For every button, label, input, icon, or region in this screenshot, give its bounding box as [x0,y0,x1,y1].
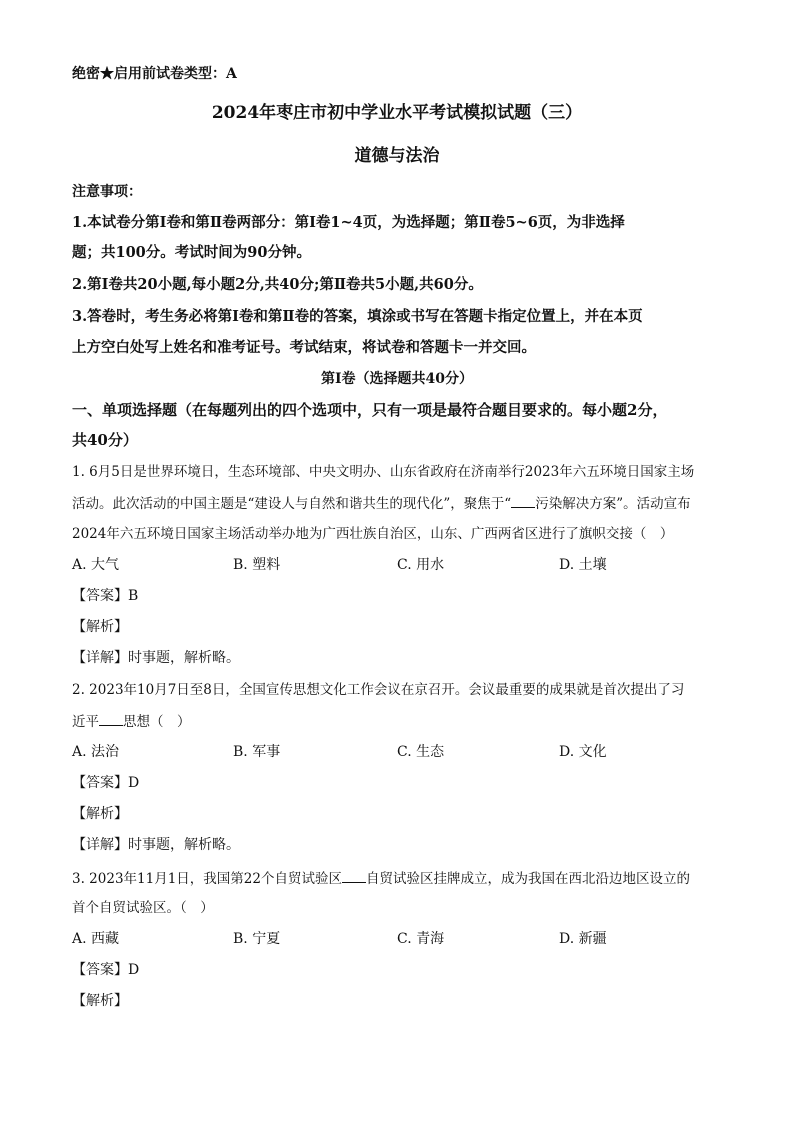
question-3-line-1-post: 自贸试验区挂牌成立，成为我国在西北沿边地区设立的 [365,871,690,887]
question-2-line-2-post: 思想（ ） [123,714,191,730]
notes-heading: 注意事项： [72,184,142,200]
question-2-line-1: 2. 2023年10月7日至8日，全国宣传思想文化工作会议在京召开。会议最重要的成果就是首次提出了习 [72,682,685,698]
note-3-line-1: 3.答卷时，考生务必将第Ⅰ卷和第Ⅱ卷的答案，填涂或书写在答题卡指定位置上，并在本页 [72,308,643,325]
fill-blank [511,493,535,508]
question-1-line-2 [72,493,691,514]
question-2-line-2-pre: 近平 [72,714,99,730]
detail-label: 【详解】时事题，解析略。 [72,650,240,666]
part-heading-line-2: 共40分） [72,431,138,449]
fill-blank [99,711,123,726]
question-3-line-2: 首个自贸试验区。（ ） [72,900,214,916]
analysis-label: 【解析】 [72,993,128,1009]
question-2-line-2 [72,711,191,732]
answer-label: 【答案】D [72,775,140,791]
option-d: D. 土壤 [559,557,607,573]
note-1-line-1: 1.本试卷分第Ⅰ卷和第Ⅱ卷两部分：第Ⅰ卷1~4页，为选择题；第Ⅱ卷5~6页，为非选择 [72,214,625,231]
answer-label: 【答案】D [72,962,140,978]
question-1-line-2-post: 污染解决方案”。活动宣布 [535,496,691,512]
option-d: D. 文化 [559,744,607,760]
note-3-line-2: 上方空白处写上姓名和准考证号。考试结束，将试卷和答题卡一并交回。 [72,339,536,356]
option-a: A. 法治 [72,744,120,760]
page-title: 2024年枣庄市初中学业水平考试模拟试题（三） [211,103,583,123]
option-c: C. 生态 [397,744,445,760]
option-a: A. 大气 [72,557,120,573]
answer-label: 【答案】B [72,588,139,604]
note-2: 2.第Ⅰ卷共20小题,每小题2分,共40分;第Ⅱ卷共5小题,共60分。 [72,276,483,293]
option-d: D. 新疆 [559,931,607,947]
analysis-label: 【解析】 [72,619,128,635]
option-a: A. 西藏 [72,931,120,947]
note-1-line-2: 题；共100分。考试时间为90分钟。 [72,244,311,261]
question-3-line-1-pre: 3. 2023年11月1日，我国第22个自贸试验区 [72,871,342,887]
option-c: C. 用水 [397,557,445,573]
question-3-line-1 [72,868,690,889]
option-b: B. 塑料 [233,557,281,573]
part-heading-line-1: 一、单项选择题（在每题列出的四个选项中，只有一项是最符合题目要求的。每小题2分， [72,401,668,419]
confidential-label: 绝密★启用前试卷类型：A [72,66,237,82]
detail-label: 【详解】时事题，解析略。 [72,837,240,853]
section-title: 第Ⅰ卷（选择题共40分） [320,371,474,387]
subject-title: 道德与法治 [354,146,440,166]
fill-blank [342,868,366,883]
option-b: B. 宁夏 [233,931,281,947]
question-1-line-1: 1. 6月5日是世界环境日，生态环境部、中央文明办、山东省政府在济南举行2023年六五环境日国家主场 [72,464,695,480]
analysis-label: 【解析】 [72,806,128,822]
option-c: C. 青海 [397,931,445,947]
option-b: B. 军事 [233,744,281,760]
question-1-line-2-pre: 活动。此次活动的中国主题是“建设人与自然和谐共生的现代化”，聚焦于“ [72,496,512,512]
question-1-line-3: 2024年六五环境日国家主场活动举办地为广西壮族自治区，山东、广西两省区进行了旗帜交接（ ） [72,526,674,542]
